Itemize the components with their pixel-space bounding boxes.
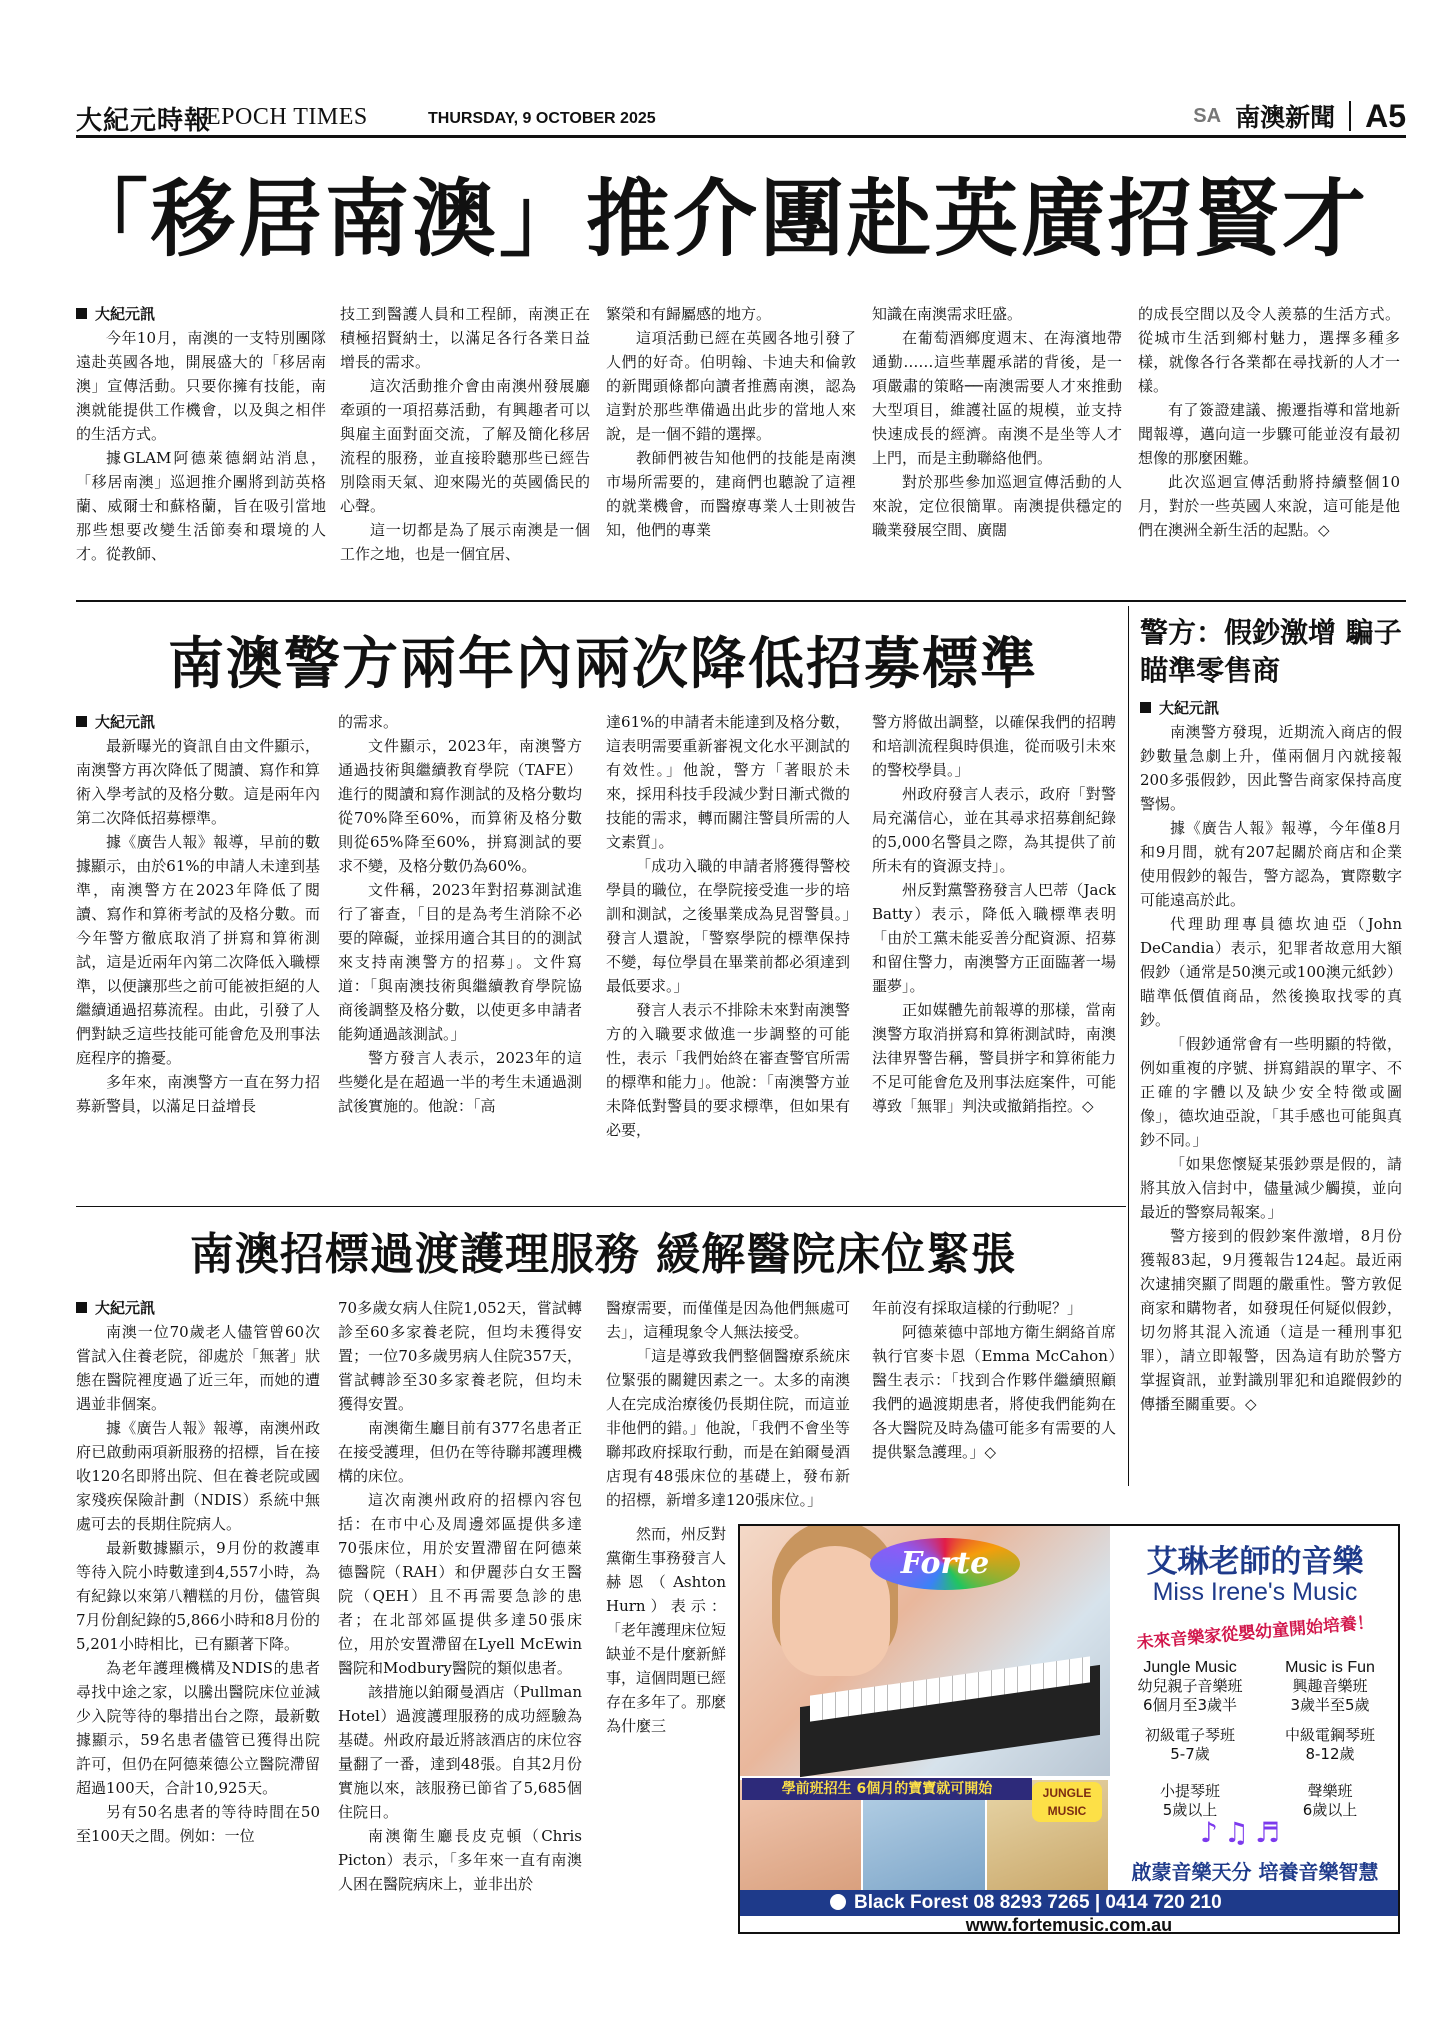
- masthead-logo: 大紀元時報: [76, 106, 212, 136]
- paragraph: 南澳衛生廳目前有377名患者正在接受護理，但仍在等待聯邦護理機構的床位。: [338, 1419, 582, 1485]
- article3-column-1: [76, 1296, 320, 1956]
- ad-title: 艾琳老師的音樂: [1146, 1544, 1364, 1580]
- paragraph: 這次活動推介會由南澳州發展廳牽頭的一項招募活動，有興趣者可以與雇主面對面交流，了解及簡化移居流程的服務，並直接聆聽那些已經告別陰雨天氣、迎來陽光的英國僑民的心聲。: [340, 377, 590, 515]
- paragraph: 最新曝光的資訊自由文件顯示，南澳警方再次降低了閱讀、寫作和算術入學考試的及格分數。這是兩年內第二次降低招募標準。: [76, 737, 320, 827]
- paragraph: 警方接到的假鈔案件激增，8月份獲報83起，9月獲報告124起。最近兩次逮捕突顯了問題的嚴重性。警方敦促商家和購物者，如發現任何疑似假鈔，切勿將其混入流通（這是一種刑事犯罪），請立即報警，因為這有助於警方掌握資訊，並對識別罪犯和追蹤假鈔的傳播至關重要。◇: [1140, 1227, 1402, 1413]
- paragraph: 南澳警方發現，近期流入商店的假鈔數量急劇上升，僅兩個月內就接報200多張假鈔，因此警告商家保持高度警惕。: [1140, 723, 1402, 813]
- article2-column-3: [606, 710, 850, 1200]
- article1-column-3: [606, 302, 856, 588]
- paragraph: 另有50名患者的等待時間在50至100天之間。例如：一位: [76, 1803, 320, 1845]
- paragraph: 年前沒有採取這樣的行動呢？」: [872, 1299, 1083, 1317]
- paragraph: 州反對黨警務發言人巴蒂（Jack Batty）表示，降低入職標準表明「由於工黨未能妥善分配資源、招募和留住警力，南澳警方正面臨著一場噩夢」。: [872, 881, 1116, 995]
- forte-logo: Forte: [870, 1538, 1020, 1590]
- paragraph: 據《廣告人報》報導，南澳州政府已啟動兩項新服務的招標，旨在接收120名即將出院、但在養老院或國家殘疾保險計劃（NDIS）系統中無處可去的長期住院病人。: [76, 1419, 320, 1533]
- paragraph: 代理助理專員德坎迪亞（John DeCandia）表示，犯罪者故意用大額假鈔（通常是50澳元或100澳元紙鈔）瞄準低價值商品，然後換取找零的真鈔。: [1140, 915, 1402, 1029]
- article2-column-4: [872, 710, 1116, 1200]
- jungle-music-badge: JUNGLE MUSIC: [1032, 1782, 1102, 1822]
- sidebar-body: [1140, 696, 1402, 1486]
- article1-column-4: [872, 302, 1122, 588]
- paragraph: 據《廣告人報》報導，早前的數據顯示，由於61%的申請人未達到基準，南澳警方在2023年降低了閱讀、寫作和算術考試的及格分數。而今年警方徹底取消了拼寫和算術測試，這是近兩年內第二次降低入職標準，以便讓那些之前可能被拒絕的人繼續通過招募流程。由此，引發了人們對缺乏這些技能可能會危及刑事法庭程序的擔憂。: [76, 833, 320, 1067]
- class-piano-intermediate: 中級電鋼琴班 8-12歲: [1284, 1726, 1375, 1763]
- article2-column-2: [338, 710, 582, 1200]
- masthead-date: THURSDAY, 9 OCTOBER 2025: [428, 110, 656, 127]
- music-school-ad[interactable]: [738, 1524, 1400, 1934]
- music-notes-icon: ♪♫♬: [1200, 1816, 1287, 1849]
- paragraph: 的需求。: [338, 713, 399, 731]
- paragraph: 南澳一位70歲老人儘管曾60次嘗試入住養老院，卻處於「無著」狀態在醫院裡度過了近三年，而她的遭遇並非個案。: [76, 1323, 320, 1413]
- paragraph: 「這是導致我們整個醫療系統床位緊張的關鍵因素之一。太多的南澳人在完成治療後仍長期住院，而這並非他們的錯。」他說，「我們不會坐等聯邦政府採取行動，而是在鉑爾曼酒店現有48張床位的基礎上，發布新的招標，新增多達120張床位。」: [606, 1347, 850, 1509]
- article3-column-4: [872, 1296, 1116, 1518]
- class-violin: 小提琴班 5歲以上: [1159, 1782, 1220, 1819]
- paragraph: 技工到醫護人員和工程師，南澳正在積極招賢納士，以滿足各行各業日益增長的需求。: [340, 305, 590, 371]
- ad-contact: Black Forest 08 8293 7265 | 0414 720 210: [740, 1890, 1398, 1916]
- paragraph: 達61%的申請者未能達到及格分數，這表明需要重新審視文化水平測試的有效性。」他說，警方「著眼於未來，採用科技手段減少對日漸式微的技能的需求，轉而關注警員所需的人文素質」。: [606, 713, 850, 851]
- paragraph: 70多歲女病人住院1,052天，嘗試轉診至60多家養老院，但均未獲得安置；一位70多歲男病人住院357天，嘗試轉診至30多家養老院，但均未獲得安置。: [338, 1299, 582, 1413]
- paragraph: 此次巡迴宣傳活動將持續整個10月，對於一些英國人來說，這可能是他們在澳洲全新生活的起點。◇: [1138, 473, 1400, 539]
- paragraph: 正如媒體先前報導的那樣，當南澳警方取消拼寫和算術測試時，南澳法律界警告稱，警員拼字和算術能力不足可能會危及刑事法庭案件，可能導致「無罪」判決或撤銷指控。◇: [872, 1001, 1116, 1115]
- paragraph: 阿德萊德中部地方衛生網絡首席執行官麥卡恩（Emma McCahon）醫生表示：「找到合作夥伴繼續照顧我們的過渡期患者，將使我們能夠在各大醫院及時為儘可能多有需要的人提供緊急護理。」◇: [872, 1323, 1116, 1461]
- section-label: [1193, 98, 1406, 134]
- class-keyboard-beginner: 初級電子琴班 5-7歲: [1144, 1726, 1235, 1763]
- paragraph: 文件顯示，2023年，南澳警方通過技術與繼續教育學院（TAFE）進行的閱讀和寫作測試的及格分數均從70%降至60%，而算術及格分數則從65%降至60%，拼寫測試的要求不變，及格分數仍為60%。: [338, 737, 582, 875]
- article1-column-5: [1138, 302, 1400, 588]
- paragraph: 在葡萄酒鄉度週末、在海濱地帶通勤……這些華麗承諾的背後，是一項嚴肅的策略──南澳需要人才來推動大型項目，維護社區的規模，並支持快速成長的經濟。南澳不是坐等人才上門，而是主動聯絡他們。: [872, 329, 1122, 467]
- page-number: A5: [1365, 97, 1406, 134]
- paragraph: 最新數據顯示，9月份的救護車等待入院小時數達到4,557小時，為有紀錄以來第八糟糕的月份，儘管與7月份創紀錄的5,866小時和8月份的5,201小時相比，已有顯著下降。: [76, 1539, 320, 1653]
- paragraph: 「假鈔通常會有一些明顯的特徵，例如重複的序號、拼寫錯誤的單字、不正確的字體以及缺少安全特徵或圖像」，德坎迪亞說，「其手感也可能與真鈔不同。」: [1140, 1035, 1402, 1149]
- article1-column-2: [340, 302, 590, 588]
- ad-slogan: 未來音樂家從嬰幼童開始培養！: [1135, 1612, 1375, 1654]
- article3-byline: 大紀元訊: [76, 1296, 320, 1320]
- article3-column-2: [338, 1296, 582, 1956]
- paragraph: 「如果您懷疑某張鈔票是假的，請將其放入信封中，儘量減少觸摸，並向最近的警察局報案。」: [1140, 1155, 1402, 1221]
- paragraph: 為老年護理機構及NDIS的患者尋找中途之家，以騰出醫院床位並減少入院等待的舉措出台之際，最新數據顯示，59名患者儘管已獲得出院許可，但仍在阿德萊德公立醫院滯留超過100天，合計10,925天。: [76, 1659, 320, 1797]
- byline-square-icon: [76, 308, 87, 319]
- byline-square-icon: [76, 716, 87, 727]
- ad-website-link[interactable]: www.fortemusic.com.au: [965, 1915, 1173, 1934]
- article1-headline: 「移居南澳」推介團赴英廣招賢才: [64, 170, 1370, 268]
- article1-column-1: [76, 302, 326, 588]
- section-divider: [76, 1206, 1126, 1207]
- class-vocal: 聲樂班 6歲以上: [1302, 1782, 1358, 1819]
- sidebar-byline: 大紀元訊: [1140, 696, 1402, 720]
- paragraph: 對於那些參加巡迴宣傳活動的人來說，定位很簡單。南澳提供穩定的職業發展空間、廣闊: [872, 473, 1122, 539]
- paragraph: 該措施以鉑爾曼酒店（Pullman Hotel）過渡護理服務的成功經驗為基礎。州政府最近將該酒店的床位容量翻了一番，達到48張。自其2月份實施以來，該服務已節省了5,685個住院日。: [338, 1683, 582, 1821]
- article2-byline: 大紀元訊: [76, 710, 320, 734]
- paragraph: 這次南澳州政府的招標內容包括：在市中心及周邊郊區提供多達70張床位，用於安置滯留在阿德萊德醫院（RAH）和伊麗莎白女王醫院（QEH）且不再需要急診的患者；在北部郊區提供多達50張床位，用於安置滯留在Lyell McEwin醫院和Modbury醫院的類似患者。: [338, 1491, 582, 1677]
- paragraph: 教師們被告知他們的技能是南澳市場所需要的，建商們也聽說了這裡的就業機會，而醫療專業人士則被告知，他們的專業: [606, 449, 856, 539]
- byline-square-icon: [1140, 702, 1151, 713]
- paragraph: 今年10月，南澳的一支特別團隊遠赴英國各地，開展盛大的「移居南澳」宣傳活動。只要你擁有技能，南澳就能提供工作機會，以及與之相伴的生活方式。: [76, 329, 326, 443]
- sidebar-headline: 警方：假鈔激增 騙子瞄準零售商: [1140, 616, 1402, 687]
- location-pin-icon: [830, 1894, 846, 1910]
- article3-headline: 南澳招標過渡護理服務 緩解醫院床位緊張: [189, 1229, 1017, 1280]
- region-code: SA: [1193, 104, 1222, 127]
- paragraph: 然而，州反對黨衛生事務發言人赫恩（Ashton Hurn）表示：「老年護理床位短缺並不是什麼新鮮事，這個問題已經存在多年了。那麼為什麼三: [606, 1525, 726, 1735]
- paragraph: 這項活動已經在英國各地引發了人們的好奇。伯明翰、卡迪夫和倫敦的新聞頭條都向讀者推薦南澳，認為這對於那些準備過出此步的當地人來說，是一個不錯的選擇。: [606, 329, 856, 443]
- paragraph: 南澳衛生廳長皮克頓（Chris Picton）表示，「多年來一直有南澳人困在醫院病床上，並非出於: [338, 1827, 582, 1893]
- paragraph: 這一切都是為了展示南澳是一個工作之地，也是一個宜居、: [340, 521, 590, 563]
- paragraph: 有了簽證建議、搬遷指導和當地新聞報導，邁向這一步驟可能並沒有最初想像的那麼困難。: [1138, 401, 1400, 467]
- paragraph: 知識在南澳需求旺盛。: [872, 305, 1023, 323]
- section-name: 南澳新聞: [1235, 103, 1336, 132]
- section-divider: [76, 600, 1406, 602]
- paragraph: 文件稱，2023年對招募測試進行了審查，「目的是為考生消除不必要的障礙，並採用適合其目的的測試來支持南澳警方的招募」。文件寫道：「與南澳技術與繼續教育學院協商後調整及格分數，以使更多申請者能夠通過該測試。」: [338, 881, 582, 1043]
- paragraph: 州政府發言人表示，政府「對警局充滿信心，並在其尋求招募創紀錄的5,000名警員之際，為其提供了前所未有的資源支持」。: [872, 785, 1116, 875]
- article2-column-1: [76, 710, 320, 1200]
- article3-column-3-bottom: [606, 1522, 726, 1956]
- masthead: [76, 98, 1406, 138]
- paragraph: 繁榮和有歸屬感的地方。: [606, 305, 772, 323]
- masthead-divider: [1349, 101, 1351, 131]
- class-music-is-fun: Music is Fun 興趣音樂班 3歲半至5歲: [1285, 1659, 1375, 1714]
- ad-banner: 學前班招生 6個月的寶寶就可開始: [742, 1778, 1032, 1800]
- paragraph: 發言人表示不排除未來對南澳警方的入職要求做進一步調整的可能性，表示「我們始終在審查警官所需的標準和能力」。他說：「南澳警方並未降低對警員的要求標準，但如果有必要，: [606, 1001, 850, 1139]
- masthead-name: EPOCH TIMES: [206, 104, 368, 130]
- article3-column-3-top: [606, 1296, 850, 1518]
- paragraph: 據《廣告人報》報導，今年僅8月和9月間，就有207起關於商店和企業使用假鈔的報告，警方認為，實際數字可能遠高於此。: [1140, 819, 1402, 909]
- sidebar-divider: [1128, 606, 1129, 1486]
- paragraph: 據GLAM阿德萊德網站消息，「移居南澳」巡迴推介團將到訪英格蘭、威爾士和蘇格蘭，旨在吸引當地那些想要改變生活節奏和環境的人才。從教師、: [76, 449, 326, 563]
- paragraph: 的成長空間以及令人羨慕的生活方式。從城市生活到鄉村魅力，選擇多種多樣，就像各行各業都在尋找新的人才一樣。: [1138, 305, 1400, 395]
- ad-motto: 啟蒙音樂天分 培養音樂智慧: [1131, 1860, 1379, 1884]
- paragraph: 「成功入職的申請者將獲得警校學員的職位，在學院接受進一步的培訓和測試，之後畢業成為見習警員。」發言人還說，「警察學院的標準保持不變，每位學員在畢業前都必須達到最低要求。」: [606, 857, 850, 995]
- ad-subtitle: Miss Irene's Music: [1152, 1578, 1358, 1606]
- class-jungle-music: Jungle Music 幼兒親子音樂班 6個月至3歲半: [1137, 1659, 1243, 1714]
- article1-byline: 大紀元訊: [76, 302, 326, 326]
- paragraph: 警方將做出調整，以確保我們的招聘和培訓流程與時俱進，從而吸引未來的警校學員。」: [872, 713, 1116, 779]
- article2-headline: 南澳警方兩年內兩次降低招募標準: [168, 632, 1038, 697]
- byline-square-icon: [76, 1302, 87, 1313]
- paragraph: 多年來，南澳警方一直在努力招募新警員，以滿足日益增長: [76, 1073, 320, 1115]
- paragraph: 警方發言人表示，2023年的這些變化是在超過一半的考生未通過測試後實施的。他說：「高: [338, 1049, 582, 1115]
- paragraph: 醫療需要，而僅僅是因為他們無處可去」，這種現象令人無法接受。: [606, 1299, 850, 1341]
